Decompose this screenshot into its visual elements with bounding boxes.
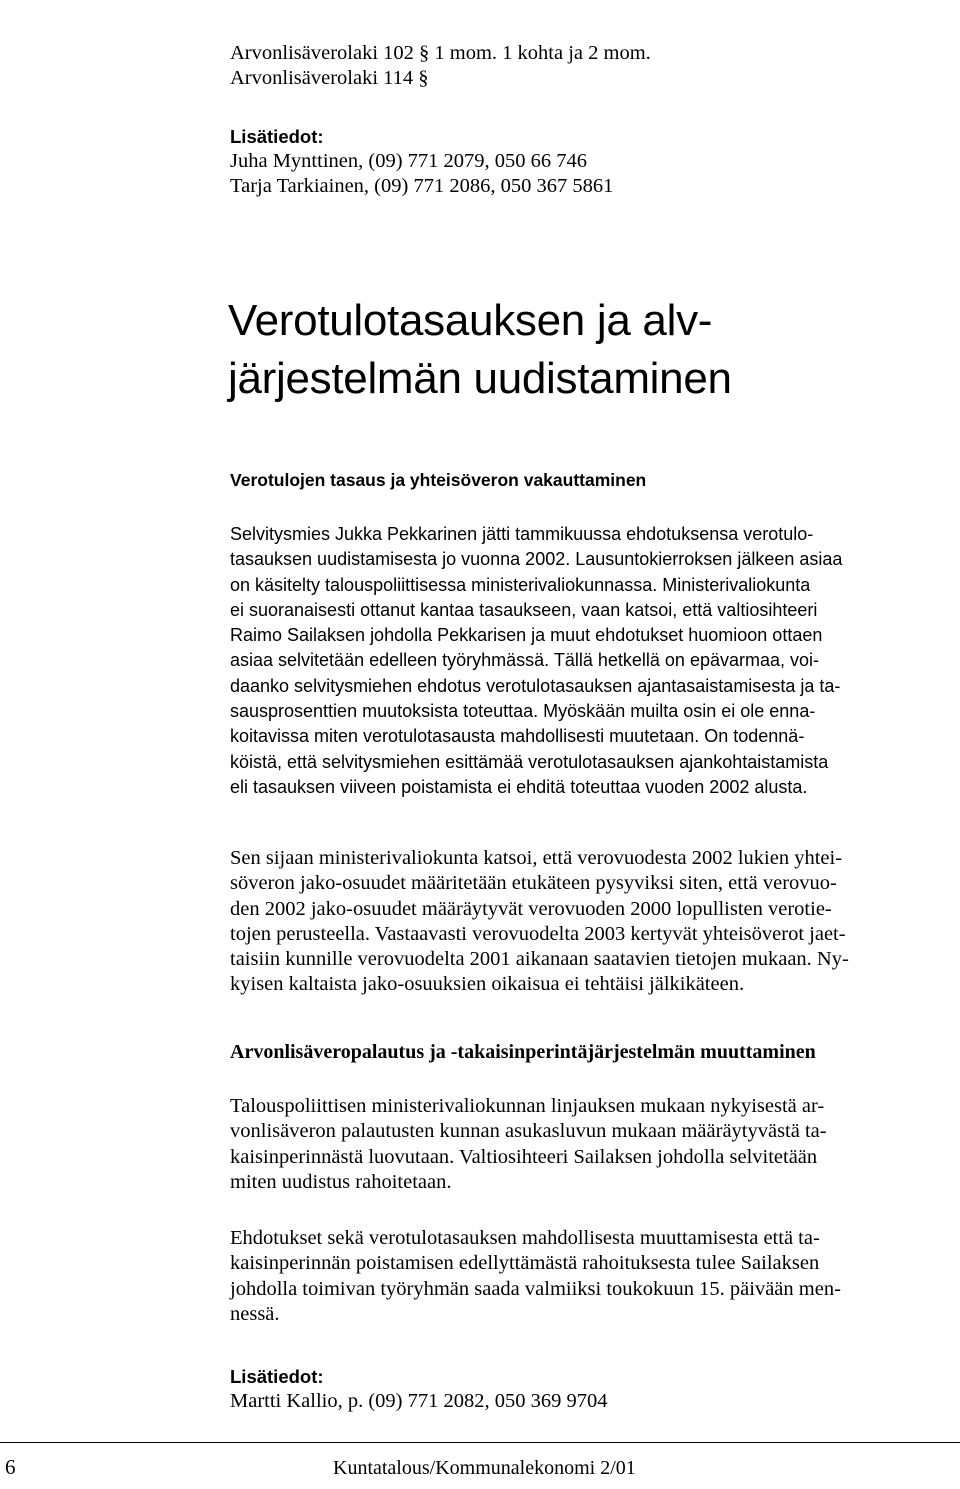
paragraph-line: Ehdotukset sekä verotulotasauksen mahdollisesta muuttamisesta että ta- [230, 1227, 820, 1249]
page-number: 6 [5, 1455, 16, 1479]
body-paragraph [230, 1226, 930, 1327]
paragraph-line: köistä, että selvitysmiehen esittämää verotulotasauksen ajankohtaistamista [230, 751, 829, 772]
paragraph-line: daanko selvitysmiehen ehdotus verotulotasauksen ajantasaistamisesta ja ta- [230, 675, 841, 696]
paragraph-line: Raimo Sailaksen johdolla Pekkarisen ja muut ehdotukset huomioon ottaen [230, 625, 823, 646]
paragraph-line: tasauksen uudistamisesta jo vuonna 2002. Lausuntokierroksen jälkeen asiaa [230, 549, 843, 570]
paragraph-line: miten uudistus rahoitetaan. [230, 1170, 452, 1193]
paragraph-line: söveron jako-osuudet määritetään etukäteen pysyviksi siten, että verovuo- [230, 872, 837, 895]
article-title-line: järjestelmän uudistaminen [228, 354, 732, 403]
paragraph-line: ei suoranaisesti ottanut kantaa tasaukseen, vaan katsoi, että valtiosihteeri [230, 599, 818, 620]
section-heading-text: Arvonlisäveropalautus ja -takaisinperintäjärjestelmän muuttaminen [230, 1041, 816, 1063]
paragraph-line: kyisen kaltaista jako-osuuksien oikaisua ei tehtäisi jälkikäteen. [230, 973, 745, 996]
publication-name: Kuntatalous/Kommunalekonomi 2/01 [333, 1457, 636, 1479]
footer-divider [0, 1442, 960, 1443]
paragraph-line: kaisinperinnästä luovutaan. Valtiosihteeri Sailaksen johdolla selvitetään [230, 1145, 818, 1168]
paragraph-line: vonlisäveron palautusten kunnan asukasluvun mukaan määräytyvästä ta- [230, 1120, 827, 1143]
paragraph-line: on käsitelty talouspoliittisessa ministerivaliokunnassa. Ministerivaliokunta [230, 574, 811, 595]
body-paragraph [230, 846, 930, 998]
paragraph-line: nessä. [230, 1302, 280, 1325]
paragraph-line: kaisinperinnän poistamisen edellyttämästä rahoituksesta tulee Sailaksen [230, 1252, 820, 1275]
paragraph-line: sausprosenttien muutoksista toteuttaa. Myöskään muilta osin ei ole enna- [230, 701, 816, 722]
paragraph-line: tojen perusteella. Vastaavasti verovuodelta 2003 kertyvät yhteisöverot jaet- [230, 922, 846, 945]
contact-info-block [230, 124, 930, 200]
law-reference-line: Arvonlisäverolaki 102 § 1 mom. 1 kohta ja 2 mom. [230, 42, 651, 64]
paragraph-line: asiaa selvitetään edelleen työryhmässä. Tällä hetkellä on epävarmaa, voi- [230, 650, 819, 671]
paragraph-line: johdolla toimivan työryhmän saada valmiiksi toukokuun 15. päivään men- [230, 1277, 841, 1300]
law-references [230, 41, 930, 92]
article-title-line: Verotulotasauksen ja alv- [228, 296, 713, 345]
article-title [228, 292, 928, 408]
paragraph-line: koitavissa miten verotulotasausta mahdollisesti muutetaan. On todennä- [230, 726, 805, 747]
contact-info-block [230, 1364, 930, 1414]
contact-person-line: Martti Kallio, p. (09) 771 2082, 050 369 9704 [230, 1390, 608, 1412]
paragraph-line: den 2002 jako-osuudet määräytyvät verovuoden 2000 lopullisten verotie- [230, 897, 832, 920]
paragraph-line: Sen sijaan ministerivaliokunta katsoi, että verovuodesta 2002 lukien yhtei- [230, 847, 843, 869]
contact-person-line: Juha Mynttinen, (09) 771 2079, 050 66 746 [230, 150, 588, 172]
paragraph-line: taisiin kunnille verovuodelta 2001 aikanaan saatavien tietojen mukaan. Ny- [230, 948, 849, 971]
body-paragraph [230, 1094, 930, 1195]
contact-person-line: Tarja Tarkiainen, (09) 771 2086, 050 367 5861 [230, 175, 614, 198]
paragraph-line: Talouspoliittisen ministerivaliokunnan linjauksen mukaan nykyisestä ar- [230, 1095, 825, 1117]
law-reference-line: Arvonlisäverolaki 114 § [230, 67, 429, 90]
paragraph-line: Selvitysmies Jukka Pekkarinen jätti tammikuussa ehdotuksensa verotulo- [230, 524, 814, 544]
section-subheading [230, 468, 930, 492]
paragraph-line: eli tasauksen viiveen poistamista ei ehditä toteuttaa vuoden 2002 alusta. [230, 776, 808, 797]
body-paragraph [230, 522, 930, 800]
section-subheading-text: Verotulojen tasaus ja yhteisöveron vakauttaminen [230, 470, 647, 490]
section-heading [230, 1040, 930, 1065]
contact-info-label: Lisätiedot: [230, 1366, 324, 1387]
contact-info-label: Lisätiedot: [230, 126, 324, 147]
